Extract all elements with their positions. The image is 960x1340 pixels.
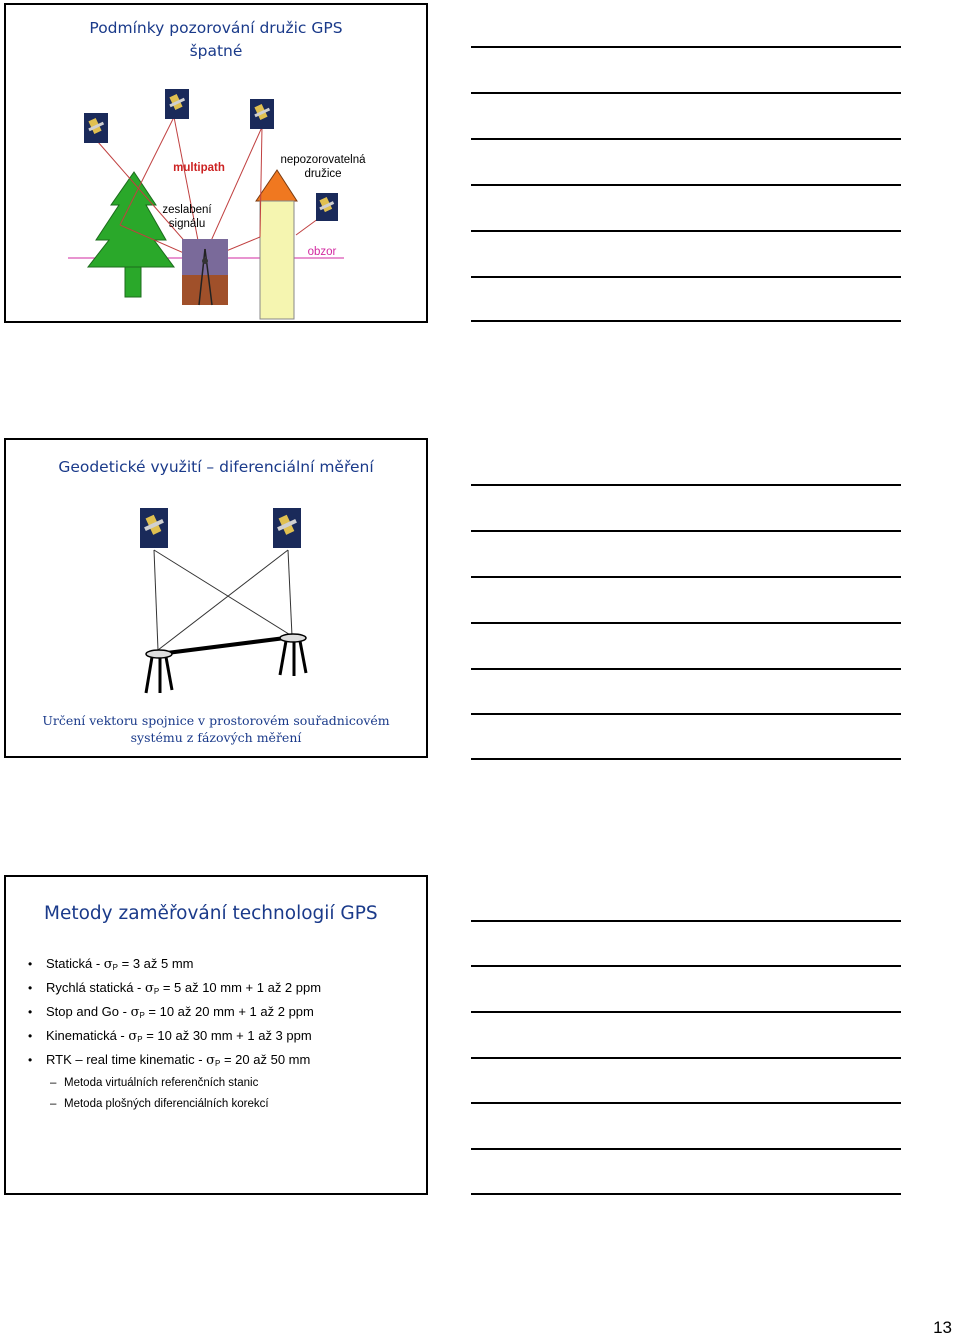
- notes-lines-3: [471, 875, 901, 1205]
- slide-gps-methods: [4, 875, 428, 1195]
- label-unobservable-line2: družice: [304, 168, 342, 180]
- slide-gps-conditions: [4, 3, 428, 323]
- notes-lines-1: [471, 0, 901, 330]
- label-unobservable-satellite: [268, 153, 378, 181]
- slide2-caption-line2: systému z fázových měření: [130, 730, 302, 745]
- label-attenuation-line1: zeslabení: [162, 204, 212, 216]
- sub-list-item: – Metoda plošných diferenciálních korekcí: [28, 1096, 321, 1117]
- tree-icon: [88, 172, 174, 297]
- satellite-icon: [165, 89, 189, 119]
- baseline-vector: [159, 637, 293, 654]
- page-number: 13: [933, 1318, 952, 1337]
- slide3-title: Metody zaměřování technologií GPS: [44, 903, 378, 924]
- notes-lines-2: [471, 438, 901, 768]
- slide2-title: Geodetické využití – diferenciální měření: [58, 458, 374, 476]
- satellite-rays: [154, 550, 292, 650]
- list-item: • Rychlá statická - $\sigma_P = 5$ až 10 mm + 1 až 2 ppm: [28, 979, 321, 1003]
- slide2-caption-line1: Určení vektoru spojnice v prostorovém souřadnicovém: [42, 713, 390, 728]
- list-item: • RTK – real time kinematic - $\sigma_P = 20$ až 50 mm: [28, 1051, 321, 1075]
- label-attenuation-line2: signálu: [168, 218, 206, 230]
- slide-differential-measurement: [4, 438, 428, 758]
- satellite-icon: [250, 99, 274, 129]
- baseline-vector-diagram: [6, 440, 426, 756]
- sub-list-item: – Metoda virtuálních referenčních stanic: [28, 1075, 321, 1096]
- satellite-icon: [84, 113, 108, 143]
- slide1-title-line2: špatné: [189, 42, 243, 60]
- list-item: • Statická - $\sigma_P = 3$ až 5 mm: [28, 955, 321, 979]
- tripod-icon: [280, 634, 306, 676]
- satellite-icon: [140, 508, 168, 548]
- label-horizon: obzor: [307, 246, 337, 258]
- slide2-caption: [6, 712, 426, 746]
- building-icon: [256, 170, 297, 319]
- receiver-photo: [182, 239, 228, 305]
- satellite-icon: [273, 508, 301, 548]
- satellite-icon: [316, 193, 338, 221]
- label-signal-attenuation: [154, 203, 220, 231]
- label-multipath: multipath: [173, 162, 225, 174]
- list-item: • Kinematická - $\sigma_P = 10$ až 30 mm + 1 až 3 ppm: [28, 1027, 321, 1051]
- methods-list: [28, 955, 321, 1117]
- slide1-title-line1: Podmínky pozorování družic GPS: [89, 19, 343, 37]
- list-item: • Stop and $Go - \sigma_P = 10$ až 20 mm + 1 až 2 ppm: [28, 1003, 321, 1027]
- label-unobservable-line1: nepozorovatelná: [280, 154, 366, 166]
- tripod-icon: [146, 650, 172, 693]
